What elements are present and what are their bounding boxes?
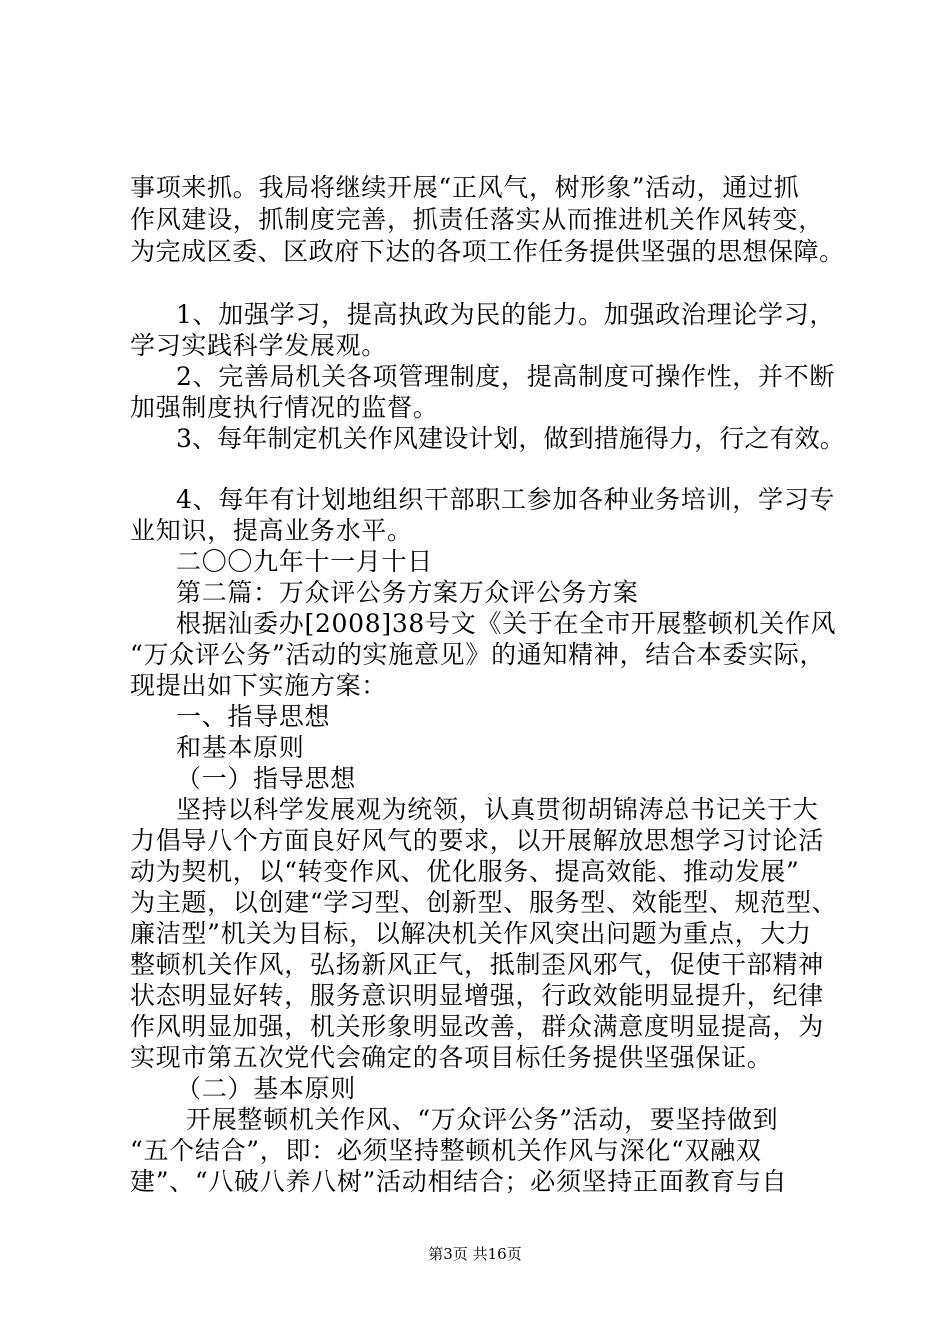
text-line: 整顿机关作风，弘扬新风正气，抵制歪风邪气，促使干部精神	[130, 950, 824, 979]
text-line: 廉洁型”机关为目标，以解决机关作风突出问题为重点，大力	[130, 919, 812, 948]
text-line: 作风明显加强，机关形象明显改善，群众满意度明显提高，为	[130, 1012, 824, 1041]
text-line: 根据汕委办[2008]38号文《关于在全市开展整顿机关作风	[176, 609, 837, 638]
text-line: 为完成区委、区政府下达的各项工作任务提供坚强的思想保障。	[130, 237, 845, 266]
text-line: 状态明显好转，服务意识明显增强，行政效能明显提升，纪律	[130, 981, 824, 1010]
text-line: “万众评公务”活动的实施意见》的通知精神，结合本委实际，	[130, 640, 826, 669]
text-line: 为主题，以创建“学习型、创新型、服务型、效能型、规范型、	[130, 888, 838, 917]
subsection-heading: （二）基本原则	[176, 1074, 356, 1103]
text-line: 力倡导八个方面良好风气的要求，以开展解放思想学习讨论活	[130, 826, 824, 855]
text-line: 建”、“八破八养八树”活动相结合；必须坚持正面教育与自	[130, 1167, 788, 1196]
text-line: 加强制度执行情况的监督。	[130, 393, 439, 422]
text-line: 4、每年有计划地组织干部职工参加各种业务培训，学习专	[176, 485, 836, 514]
section-heading: 第二篇：万众评公务方案万众评公务方案	[176, 578, 639, 607]
page-number-footer: 第3页 共16页	[428, 1245, 522, 1263]
text-line: 实现市第五次党代会确定的各项目标任务提供坚强保证。	[130, 1043, 773, 1072]
date-line: 二〇〇九年十一月十日	[176, 547, 434, 576]
text-line: 2、完善局机关各项管理制度，提高制度可操作性，并不断	[176, 362, 836, 391]
section-heading: 和基本原则	[176, 733, 305, 762]
text-line: 现提出如下实施方案：	[130, 671, 388, 700]
text-line: 作风建设，抓制度完善，抓责任落实从而推进机关作风转变，	[130, 205, 824, 234]
text-line: 学习实践科学发展观。	[130, 331, 388, 360]
text-line: 坚持以科学发展观为统领，认真贯彻胡锦涛总书记关于大	[176, 795, 819, 824]
subsection-heading: （一）指导思想	[176, 764, 356, 793]
section-heading: 一、指导思想	[176, 702, 331, 731]
text-line: 业知识，提高业务水平。	[130, 516, 413, 545]
text-line: 开展整顿机关作风、“万众评公务”活动，要坚持做到	[186, 1105, 779, 1134]
text-line: “五个结合”，即：必须坚持整顿机关作风与深化“双融双	[130, 1136, 762, 1165]
text-line: 3、每年制定机关作风建设计划，做到措施得力，行之有效。	[176, 424, 845, 453]
text-line: 事项来抓。我局将继续开展“正风气，树形象”活动，通过抓	[130, 173, 800, 202]
text-line: 动为契机，以“转变作风、优化服务、提高效能、推动发展”	[130, 857, 800, 886]
text-line: 1、加强学习，提高执政为民的能力。加强政治理论学习，	[176, 300, 836, 329]
